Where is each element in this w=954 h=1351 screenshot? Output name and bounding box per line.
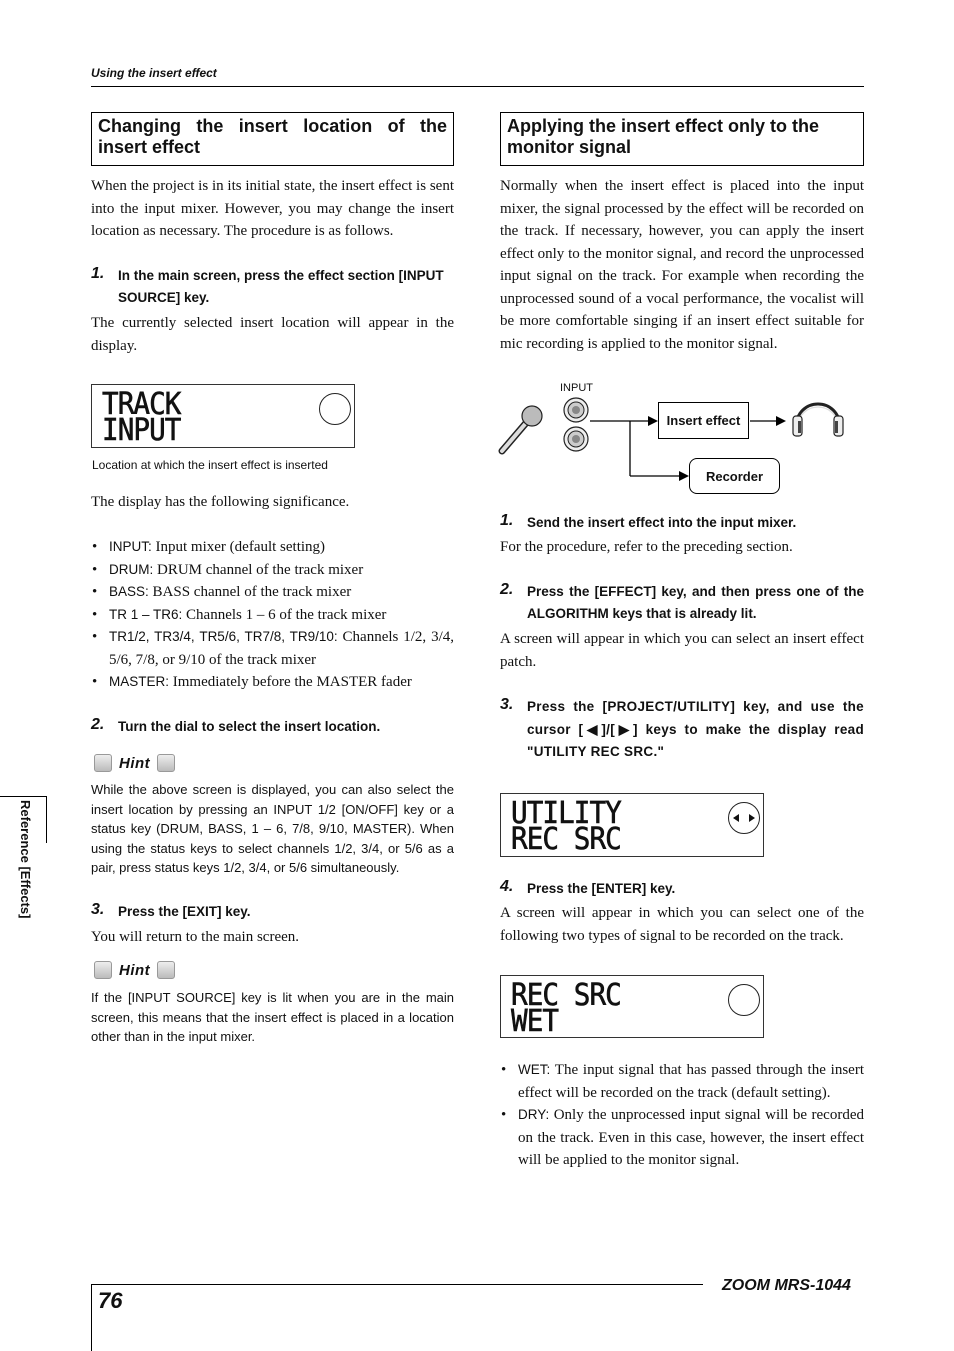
- right-step4-body: A screen will appear in which you can select one of the following two types of signal to be recorded on the track.: [500, 905, 864, 944]
- right-step4-text: Press the [ENTER] key.: [527, 881, 676, 896]
- list-item: • DRY: Only the unprocessed input signal will be recorded on the track. Even in this case, however, the insert effect will be applied to the monitor signal.: [500, 1104, 864, 1172]
- hint-badge-2: [94, 961, 175, 979]
- input-label: INPUT: [560, 382, 593, 394]
- dial-icon: [728, 984, 760, 1016]
- microphone-icon: [502, 406, 542, 451]
- list-item: • DRUM: DRUM channel of the track mixer: [91, 559, 454, 582]
- headphones-icon: [793, 404, 843, 436]
- right-step3-number: 3.: [500, 696, 514, 713]
- side-tab-label: Reference [Effects]: [18, 800, 33, 919]
- lcd1-caption: Location at which the insert effect is inserted: [92, 458, 328, 472]
- list-item: • TR 1 – TR6: Channels 1 – 6 of the track mixer: [91, 604, 454, 627]
- left-step3-number: 3.: [91, 901, 105, 918]
- display-significance: The display has the following significance.: [91, 494, 350, 510]
- right-section-title-box: [500, 112, 864, 166]
- footer-vertical-rule: [91, 1284, 92, 1351]
- cursor-arrows-icon: [729, 803, 759, 833]
- cursor-keys-icon: [728, 802, 760, 834]
- left-step3-text: Press the [EXIT] key.: [118, 904, 251, 919]
- hint-square-icon: [94, 754, 112, 772]
- right-step1-text: Send the insert effect into the input mixer.: [527, 515, 797, 530]
- input-jack-icon: [564, 398, 588, 422]
- hint-text-1: While the above screen is displayed, you can also select the insert location by pressing an INPUT 1/2 [ON/OFF] key or a status key (DRUM, BASS, 1 – 6, 7/8, 9/10, MASTER). When using the status keys to select channels 1/2, 3/4, or 5/6 as a pair, press status keys 1/2, 3/4, or 5/6 simultaneously.: [91, 782, 454, 875]
- right-step3-text: Press the [PROJECT/UTILITY] key, and use the cursor [◀]/[▶] keys to make the display read "UTILITY REC SRC.": [527, 699, 864, 759]
- left-section-title: Changing the insert location of the insert effect: [98, 116, 447, 157]
- list-item: • INPUT: Input mixer (default setting): [91, 536, 454, 559]
- lcd-line-2: WET: [511, 1004, 559, 1039]
- hint-label: Hint: [119, 961, 151, 979]
- right-step2-body: A screen will appear in which you can select an insert effect patch.: [500, 631, 864, 670]
- left-step3-body: You will return to the main screen.: [91, 929, 300, 945]
- dial-icon: [319, 393, 351, 425]
- right-step4-number: 4.: [500, 878, 514, 895]
- header-rule: [91, 86, 864, 87]
- list-item: • BASS: BASS channel of the track mixer: [91, 581, 454, 604]
- hint-square-icon: [157, 754, 175, 772]
- list-item: • MASTER: Immediately before the MASTER fader: [91, 671, 454, 694]
- lcd-display-utility-rec-src: [500, 793, 764, 857]
- insert-effect-box: Insert effect: [658, 402, 749, 439]
- hint-label: Hint: [119, 754, 151, 772]
- right-step2-number: 2.: [500, 581, 514, 598]
- arrow-right-icon: [776, 416, 786, 426]
- page-number: 76: [98, 1288, 123, 1313]
- input-jack-icon: [564, 427, 588, 451]
- running-header: Using the insert effect: [91, 66, 217, 80]
- hint-badge-1: [94, 754, 175, 772]
- left-step2-text: Turn the dial to select the insert location.: [118, 719, 381, 734]
- lcd-line-1: TRACK: [102, 387, 181, 422]
- left-step1-text: In the main screen, press the effect section [INPUT SOURCE] key.: [118, 268, 444, 305]
- right-step1-number: 1.: [500, 512, 514, 529]
- lcd-display-track-input: [91, 384, 355, 448]
- right-step1-body: For the procedure, refer to the preceding section.: [500, 539, 793, 555]
- list-item: • TR1/2, TR3/4, TR5/6, TR7/8, TR9/10: Channels 1/2, 3/4, 5/6, 7/8, or 9/10 of the track mixer: [91, 626, 454, 671]
- hint-text-2: If the [INPUT SOURCE] key is lit when you are in the main screen, this means that the insert effect is placed in a location other than in the input mixer.: [91, 990, 454, 1044]
- signal-flow-diagram: [498, 378, 864, 498]
- left-bullet-list: [91, 536, 454, 694]
- left-step2-number: 2.: [91, 716, 105, 733]
- recorder-box: Recorder: [689, 458, 780, 494]
- hint-square-icon: [94, 961, 112, 979]
- left-intro: When the project is in its initial state, the insert effect is sent into the input mixer. However, you may change the insert location as necessary. The procedure is as follows.: [91, 178, 454, 239]
- lcd-line-1: UTILITY: [511, 796, 621, 831]
- right-intro: Normally when the insert effect is placed into the input mixer, the signal processed by the effect will be recorded on the track. If necessary, however, you can apply the insert effect only to the monitor signal, and record the unprocessed input signal on the track. For example when recording the unprocessed sound of a vocal performance, the vocalist will be more comfortable singing if an insert effect suitable for mic recording is applied to the monitor signal.: [500, 178, 864, 352]
- right-step2-text: Press the [EFFECT] key, and then press one of the ALGORITHM keys that is already lit.: [527, 584, 864, 621]
- lcd-line-1: REC SRC: [511, 978, 621, 1013]
- lcd-display-rec-src-wet: [500, 975, 764, 1038]
- left-step1-body: The currently selected insert location will appear in the display.: [91, 315, 454, 354]
- list-item: • WET: The input signal that has passed through the insert effect will be recorded on the track (default setting).: [500, 1059, 864, 1104]
- right-bullet-list: [500, 1059, 864, 1172]
- left-step1-number: 1.: [91, 265, 105, 282]
- hint-square-icon: [157, 961, 175, 979]
- left-section-title-box: [91, 112, 454, 166]
- arrow-right-icon: [648, 416, 658, 426]
- product-name: ZOOM MRS-1044: [722, 1277, 851, 1294]
- right-section-title: Applying the insert effect only to the monitor signal: [507, 116, 820, 157]
- arrow-right-icon: [679, 471, 689, 481]
- footer-rule: [91, 1284, 703, 1285]
- lcd-line-2: REC SRC: [511, 822, 621, 857]
- lcd-line-2: INPUT: [102, 413, 181, 448]
